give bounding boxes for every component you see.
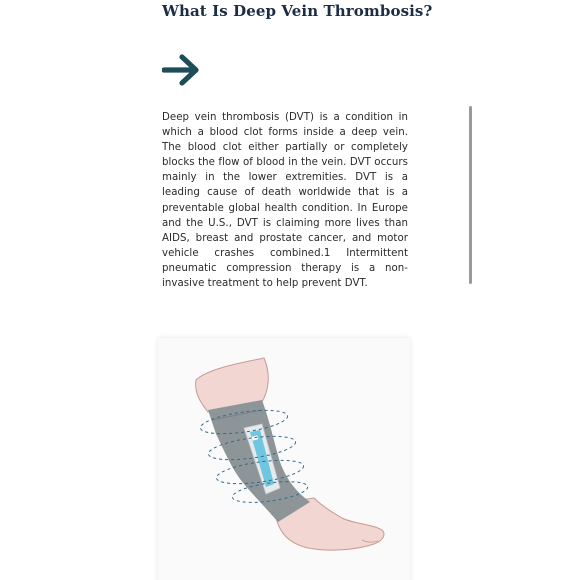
illustration-card xyxy=(158,338,410,580)
article-body: Deep vein thrombosis (DVT) is a condition in which a blood clot forms inside a deep vein. The blood clot either partially or completely blocks the flow of blood in the vein. DVT occurs mainly in the lower extremities. DVT is a leading cause of death worldwide that is a preventable global health condition. In Europe and the U.S., DVT is claiming more lives than AIDS, breast and prostate cancer, and motor vehicle crashes combined.1 Intermittent pneumatic compression therapy is a non-invasive treatment to help prevent DVT. xyxy=(162,112,408,290)
scrollbar[interactable] xyxy=(469,106,472,284)
arrow-right-icon[interactable] xyxy=(162,53,202,87)
compression-sleeve-leg-illustration xyxy=(158,338,410,580)
page-title: What Is Deep Vein Thrombosis? xyxy=(162,2,433,20)
